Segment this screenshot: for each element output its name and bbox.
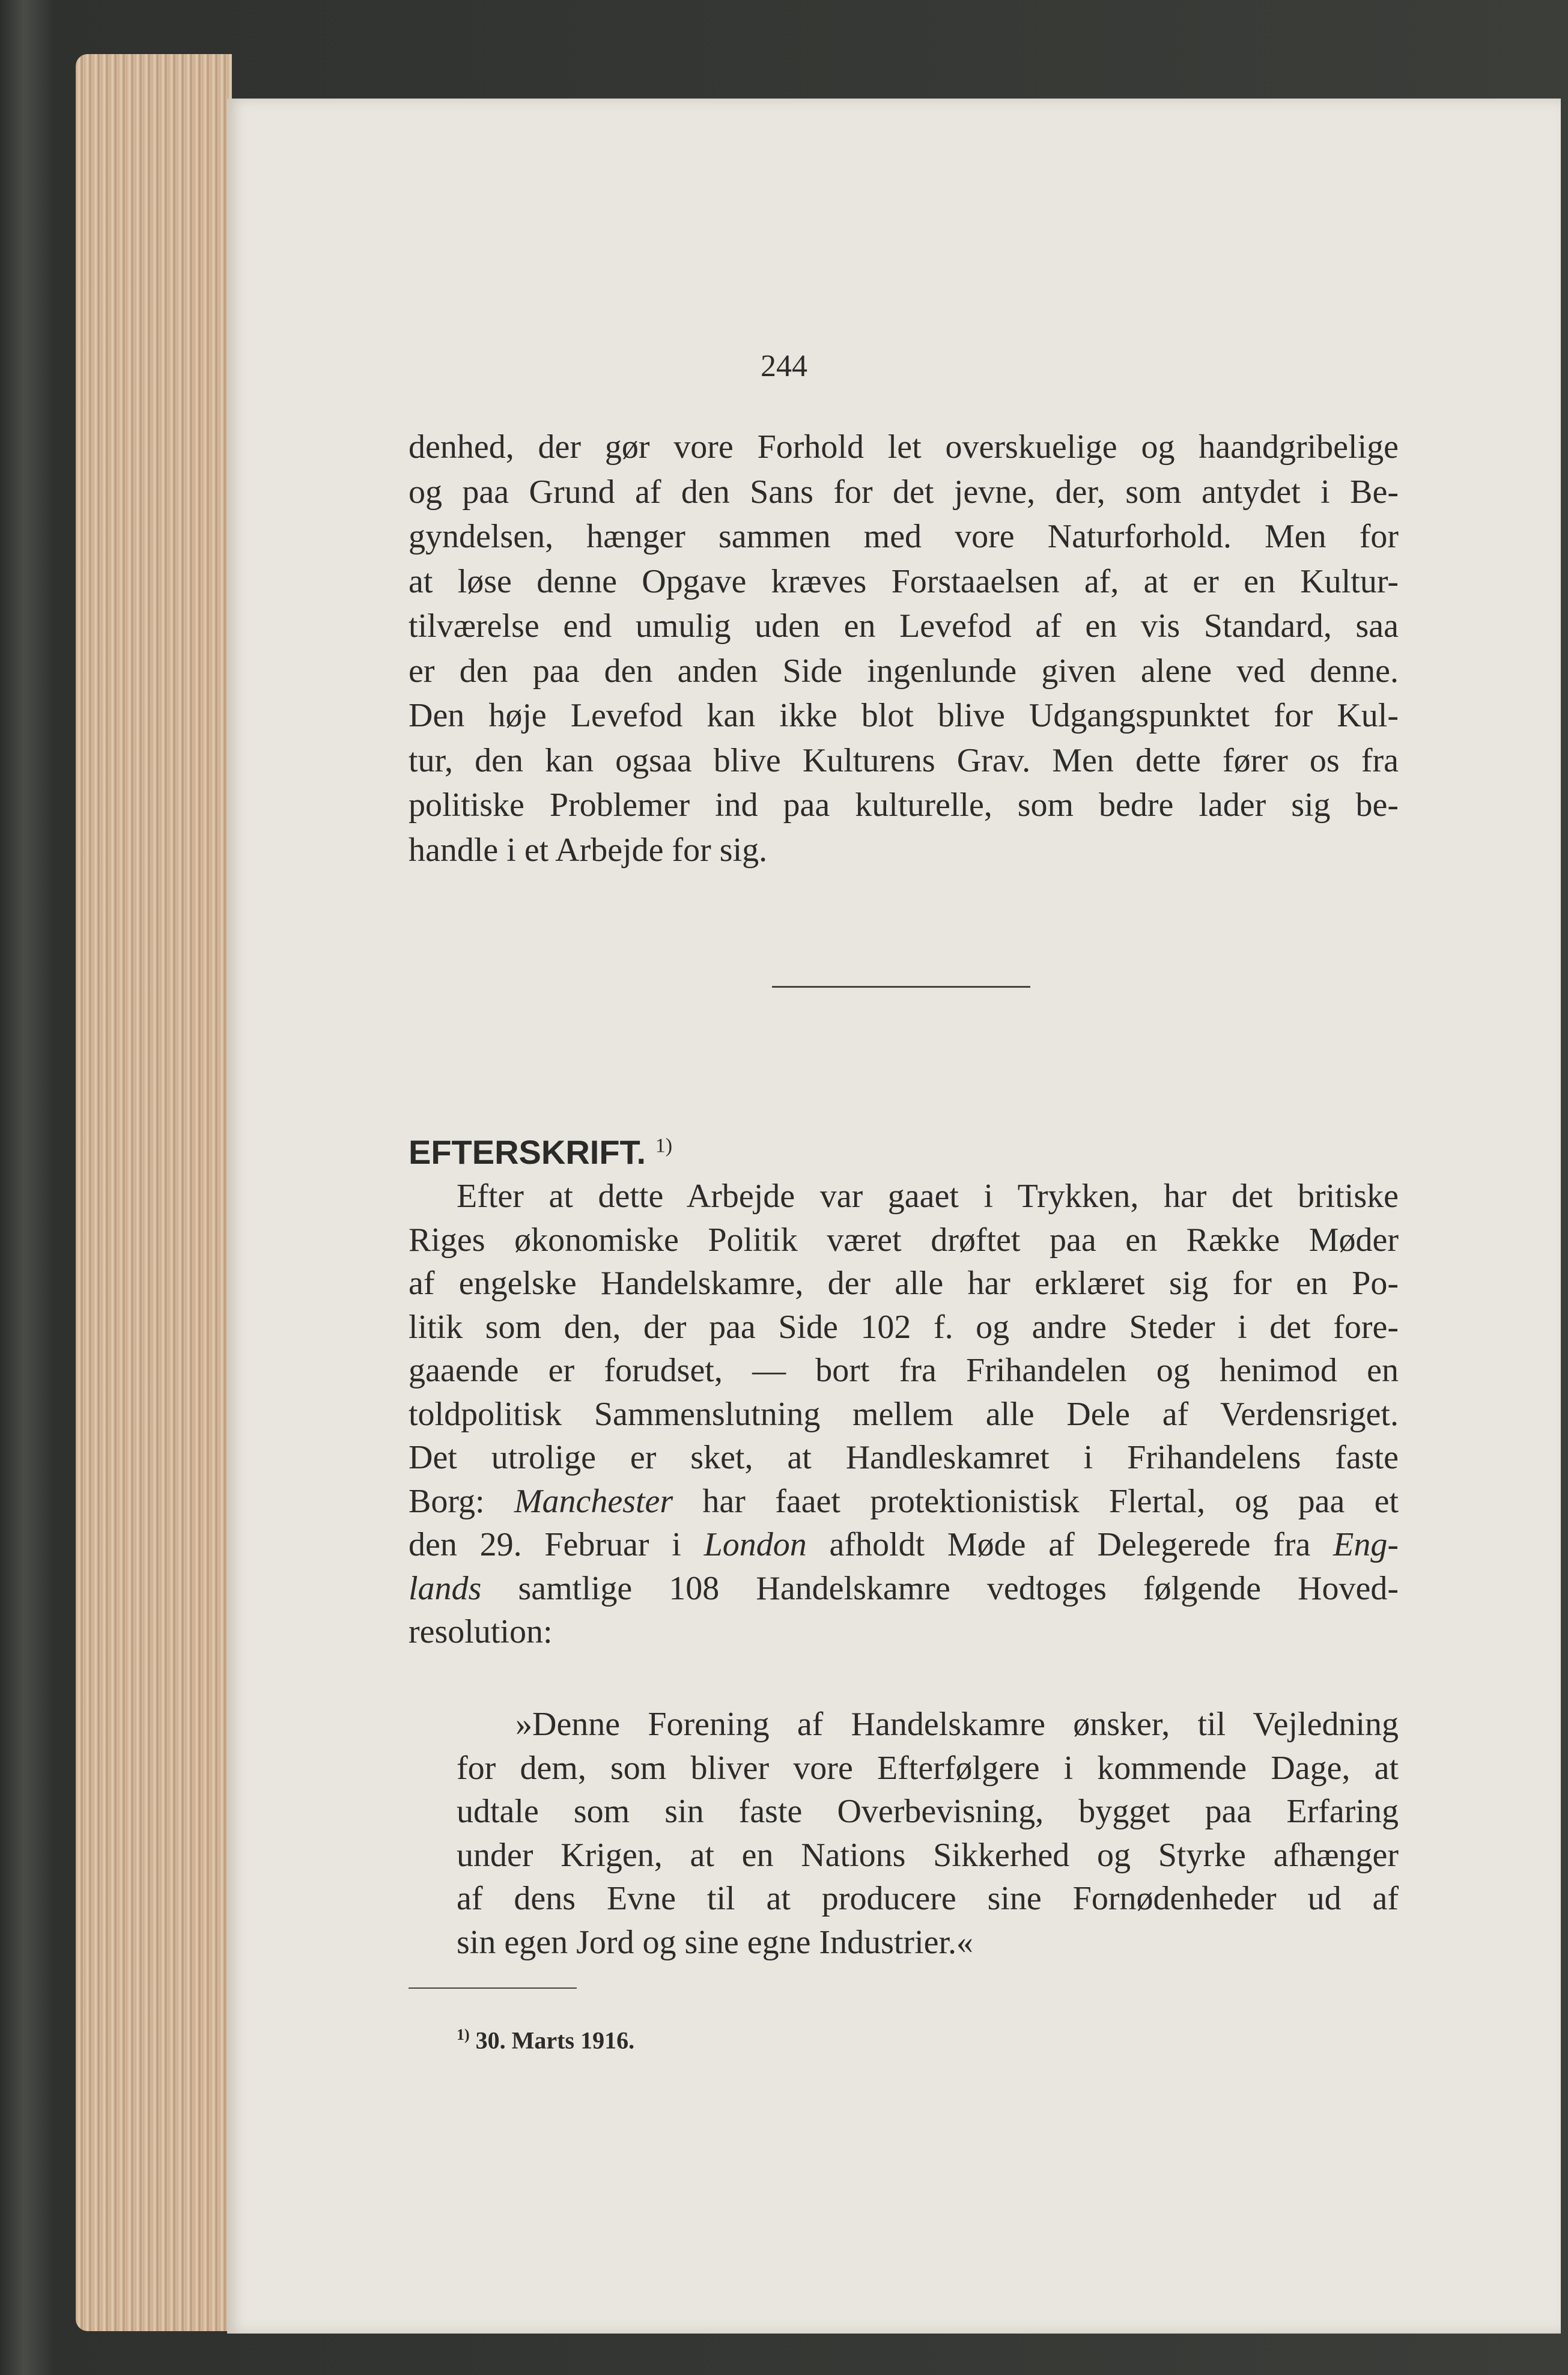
text-line: politiske Problemer ind paa kulturelle, som bedre lader sig be- — [409, 786, 1399, 824]
text-line: tur, den kan ogsaa blive Kulturens Grav. Men dette fører os fra — [409, 741, 1399, 779]
text-line: litik som den, der paa Side 102 f. og andre Steder i det fore- — [409, 1308, 1399, 1346]
text-line: udtale som sin faste Overbevisning, bygget paa Erfaring — [457, 1793, 1399, 1830]
footnote-divider — [409, 1987, 577, 1989]
footnote — [457, 2026, 634, 2054]
text-line: for dem, som bliver vore Efterfølgere i kommende Dage, at — [457, 1749, 1399, 1787]
page-number: 244 — [761, 349, 807, 383]
section-divider — [772, 986, 1030, 988]
postscript-heading — [409, 1133, 672, 1172]
text-line: Efter at dette Arbejde var gaaet i Trykken, har det britiske — [457, 1178, 1399, 1215]
text-line: denhed, der gør vore Forhold let overskuelige og haandgribelige — [409, 428, 1399, 466]
text-line: lands samtlige 108 Handelskamre vedtoges følgende Hoved- — [409, 1569, 1399, 1607]
footnote-mark: 1) — [457, 2026, 470, 2043]
text-line: toldpolitisk Sammenslutning mellem alle Dele af Verdensriget. — [409, 1395, 1399, 1433]
footnote-text: 30. Marts 1916. — [475, 2027, 635, 2054]
text-line: »Denne Forening af Handelskamre ønsker, til Vejledning — [515, 1706, 1399, 1743]
heading-footnote-mark: 1) — [655, 1134, 673, 1157]
text-line: resolution: — [409, 1613, 553, 1650]
text-line: og paa Grund af den Sans for det jevne, der, som antydet i Be- — [409, 473, 1399, 511]
page-edges — [76, 54, 232, 2331]
text-line: Riges økonomiske Politik været drøftet paa en Række Møder — [409, 1221, 1399, 1259]
text-line: Den høje Levefod kan ikke blot blive Udgangspunktet for Kul- — [409, 697, 1399, 734]
text-line: under Krigen, at en Nations Sikkerhed og Styrke afhænger — [457, 1836, 1399, 1874]
text-line: Borg: Manchester har faaet protektionistisk Flertal, og paa et — [409, 1482, 1399, 1520]
text-line: handle i et Arbejde for sig. — [409, 831, 768, 869]
text-line: Det utrolige er sket, at Handleskamret i Frihandelens faste — [409, 1439, 1399, 1476]
text-line: sin egen Jord og sine egne Industrier.« — [457, 1923, 974, 1961]
text-line: tilværelse end umulig uden en Levefod af en vis Standard, saa — [409, 607, 1399, 645]
text-line: er den paa den anden Side ingenlunde given alene ved denne. — [409, 652, 1399, 690]
text-line: af dens Evne til at producere sine Fornødenheder ud af — [457, 1880, 1399, 1917]
text-line: gyndelsen, hænger sammen med vore Naturforhold. Men for — [409, 518, 1399, 555]
text-line: at løse denne Opgave kræves Forstaaelsen af, at er en Kultur- — [409, 562, 1399, 600]
heading-title: EFTERSKRIFT. — [409, 1133, 646, 1171]
text-line: den 29. Februar i London afholdt Møde af Delegerede fra Eng- — [409, 1526, 1399, 1563]
text-line: gaaende er forudset, — bort fra Frihandelen og henimod en — [409, 1352, 1399, 1389]
text-line: af engelske Handelskamre, der alle har erklæret sig for en Po- — [409, 1265, 1399, 1302]
